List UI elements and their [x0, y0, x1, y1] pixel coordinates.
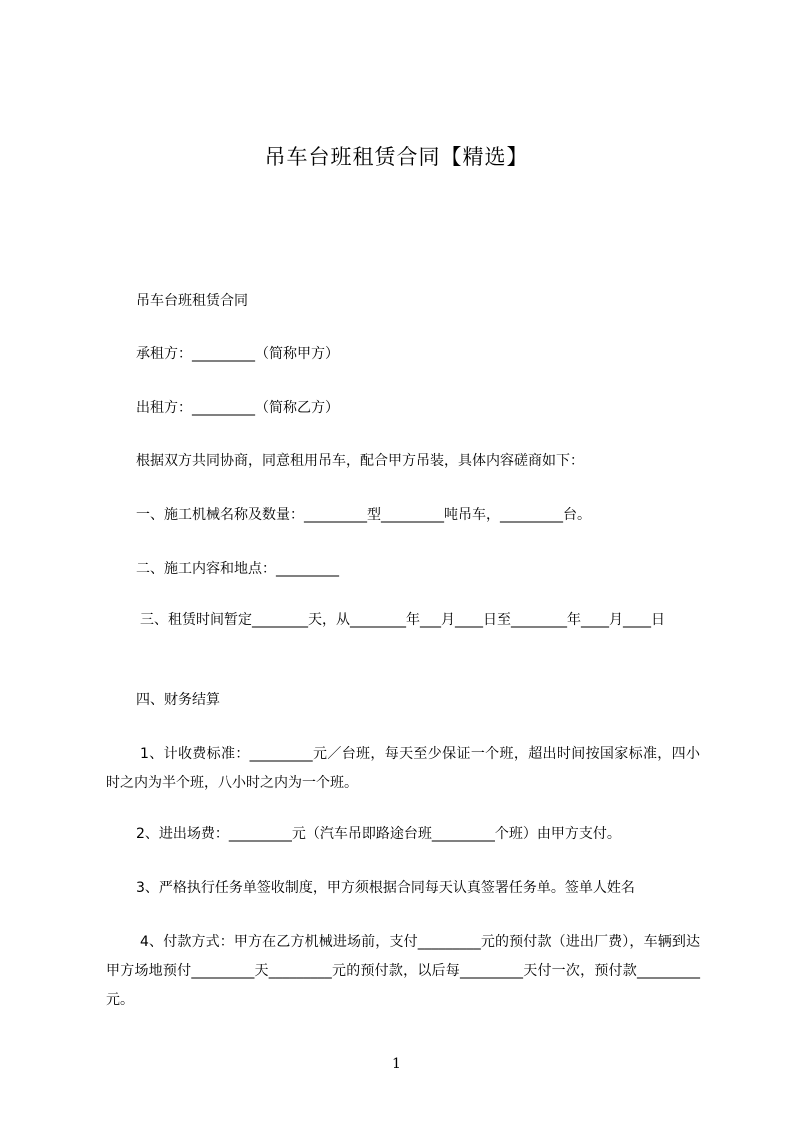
item-payment-method: 4、付款方式：甲方在乙方机械进场前，支付_________元的预付款（进出厂费），车辆到达甲方场地预付_________天_________元的预付款，以后每_________天付一次，预付款_________元。: [106, 934, 700, 1008]
page-number: 1: [392, 1056, 401, 1072]
item-fee-standard: 1、计收费标准：_________元／台班，每天至少保证一个班，超出时间按国家标准，四小时之内为半个班，八小时之内为一个班。: [106, 746, 700, 791]
clause-lease-period: 三、租赁时间暂定________天，从________年___月____日至________年____月____日: [140, 612, 665, 628]
clause-financial-settlement: 四、财务结算: [136, 692, 220, 708]
clause-construction-site: 二、施工内容和地点：_________: [136, 561, 339, 577]
lessor-line: 出租方：_________（简称乙方）: [136, 400, 339, 416]
preamble-paragraph: 根据双方共同协商，同意租用吊车，配合甲方吊装，具体内容磋商如下：: [136, 453, 584, 469]
lessee-line: 承租方：_________（简称甲方）: [136, 346, 339, 362]
contract-heading: 吊车台班租赁合同: [136, 293, 248, 309]
document-title: 吊车台班租赁合同【精选】: [264, 145, 529, 169]
item-task-sheet: 3、严格执行任务单签收制度，甲方须根据合同每天认真签署任务单。签单人姓名: [136, 880, 635, 896]
item-entry-exit-fee: 2、进出场费：_________元（汽车吊即路途台班_________个班）由甲方支付。: [136, 826, 621, 842]
clause-machinery: 一、施工机械名称及数量：_________型_________吨吊车，_________台。: [136, 507, 591, 523]
